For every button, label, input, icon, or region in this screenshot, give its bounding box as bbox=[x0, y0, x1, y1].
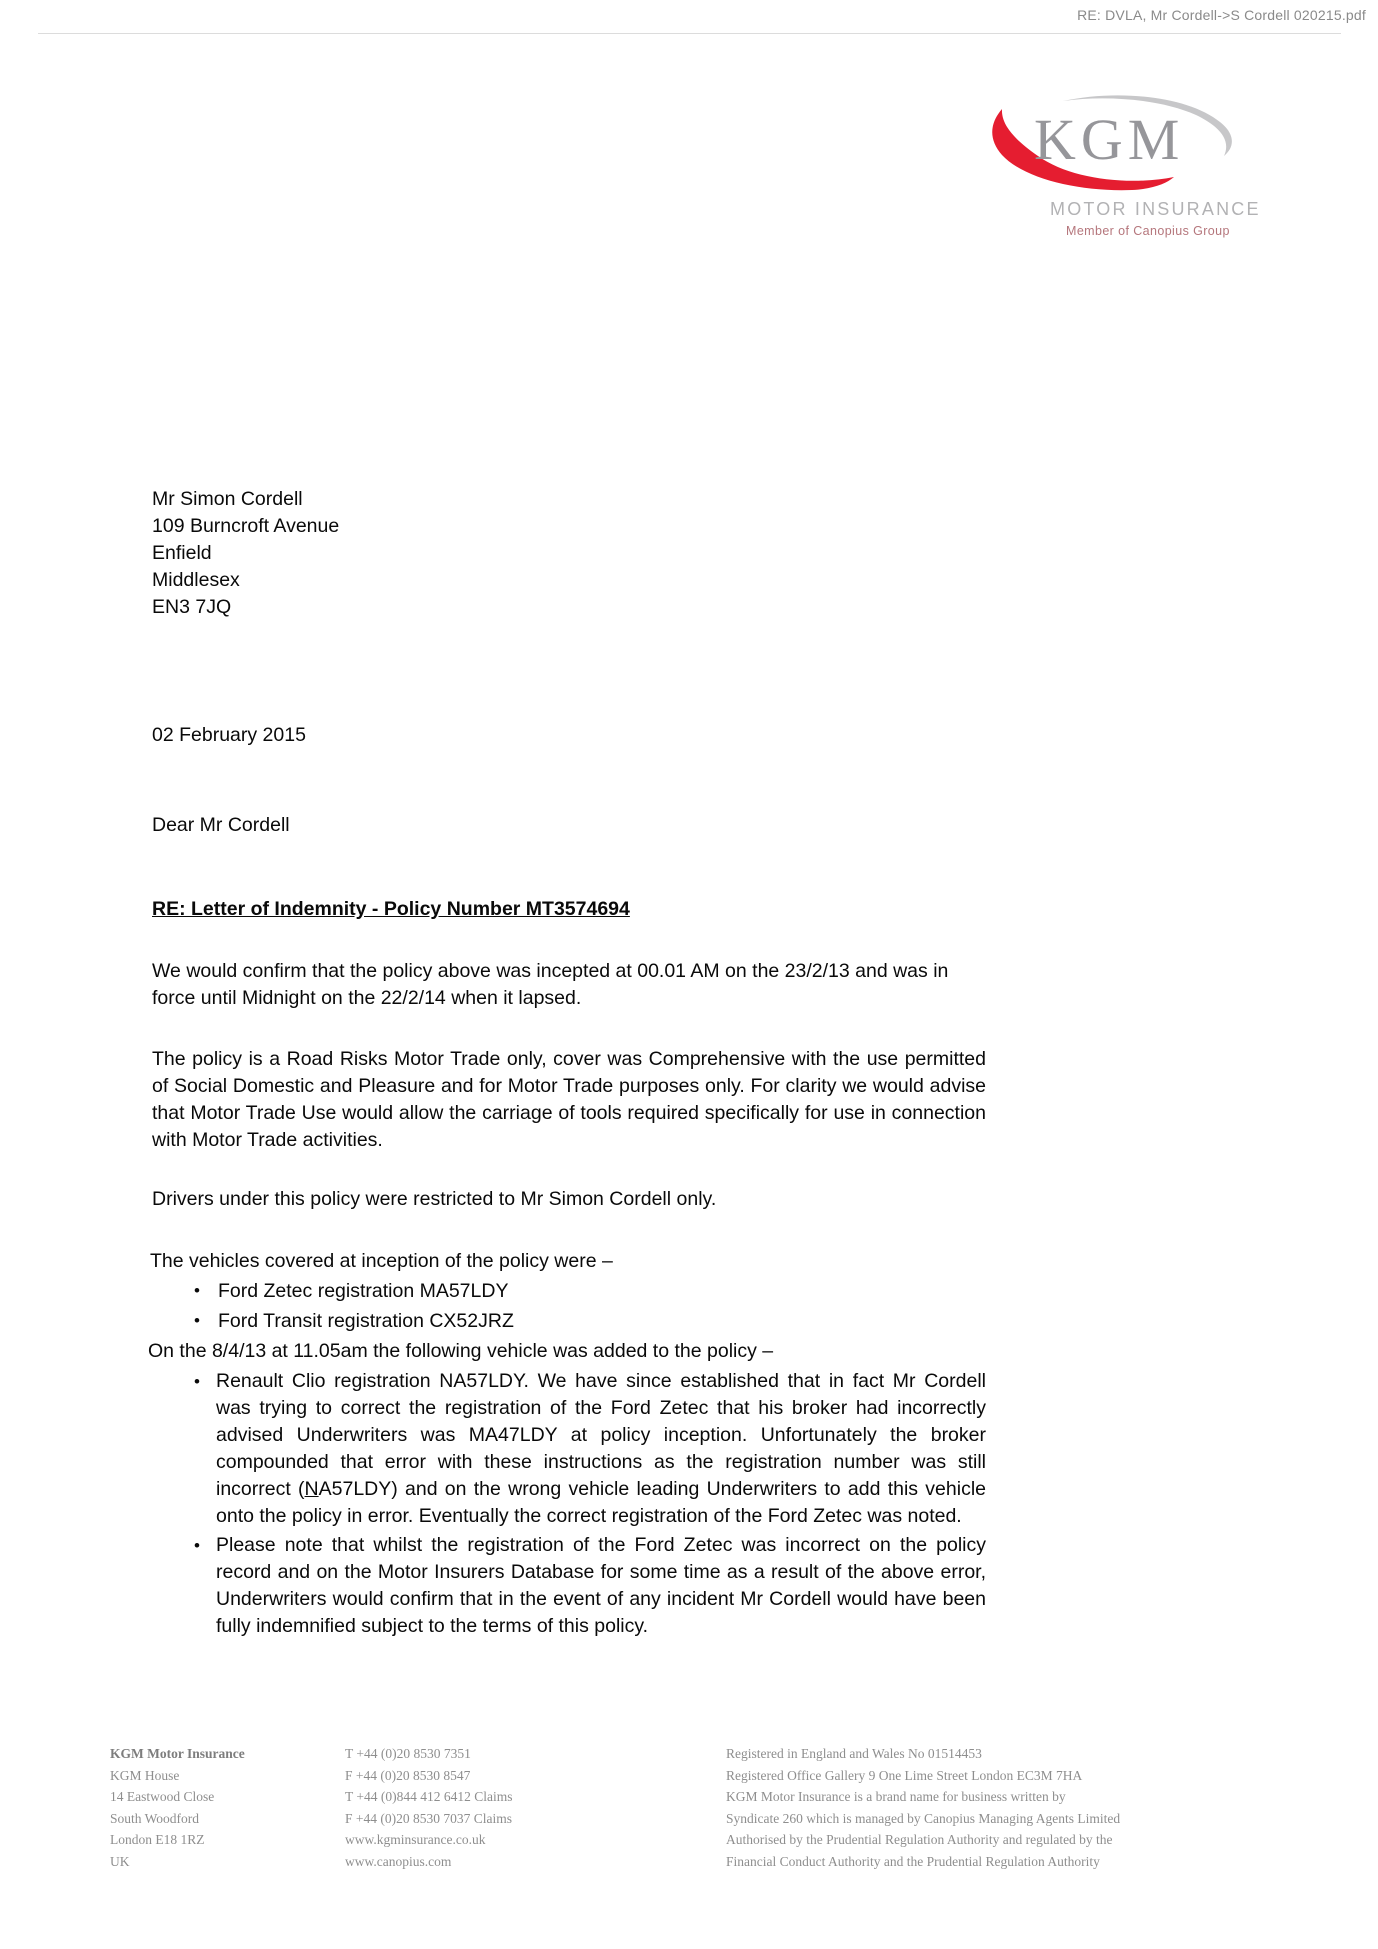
paragraph-incepted: We would confirm that the policy above was incepted at 00.01 AM on the 23/2/13 and was in force until Midnight on the 22/2/14 when it lapsed. bbox=[152, 960, 949, 1009]
bullet-icon: • bbox=[194, 1281, 200, 1300]
renault-text-post: A57LDY) and on the wrong vehicle leading Underwriters to add this vehicle onto the policy in error. Eventually the correct registration of the Ford Zetec was noted. bbox=[216, 1478, 986, 1527]
bullet-icon: • bbox=[194, 1311, 200, 1330]
renault-text-underlined: N bbox=[304, 1478, 319, 1500]
footer-legal-line: Registered Office Gallery 9 One Lime Street London EC3M 7HA bbox=[726, 1767, 1083, 1783]
footer-address-line: London E18 1RZ bbox=[110, 1832, 205, 1847]
vehicle-ford-transit: Ford Transit registration CX52JRZ bbox=[218, 1310, 514, 1332]
kgm-swoosh-icon bbox=[988, 90, 1240, 196]
salutation: Dear Mr Cordell bbox=[152, 814, 290, 836]
paragraph-vehicles-intro: The vehicles covered at inception of the policy were – bbox=[150, 1250, 613, 1272]
footer-address-line: UK bbox=[110, 1853, 130, 1869]
vehicle-list bbox=[152, 1276, 986, 1336]
kgm-logo bbox=[988, 90, 1261, 238]
footer-phone: T +44 (0)20 8530 7351 bbox=[345, 1746, 471, 1761]
footer-legal-line: Syndicate 260 which is managed by Canopius Managing Agents Limited bbox=[726, 1810, 1121, 1826]
paragraph-drivers: Drivers under this policy were restricted to Mr Simon Cordell only. bbox=[152, 1188, 717, 1210]
logo-subtitle: MOTOR INSURANCE bbox=[1050, 199, 1261, 219]
footer-claims-phone: T +44 (0)844 412 6412 Claims bbox=[345, 1789, 513, 1804]
document-filename: RE: DVLA, Mr Cordell->S Cordell 020215.pdf bbox=[1077, 7, 1366, 23]
note-text: Please note that whilst the registration of the Ford Zetec was incorrect on the policy record and on the Motor Insurers Database for some time as a result of the above error, Underwriters would confirm that in the event of any incident Mr Cordell would have been fully indemnified subject to the terms of this policy. bbox=[216, 1534, 986, 1637]
footer-contact-column bbox=[345, 1743, 512, 1872]
footer-legal-line: Authorised by the Prudential Regulation Authority and regulated by the bbox=[726, 1832, 1113, 1847]
footer-company-name: KGM Motor Insurance bbox=[110, 1746, 245, 1761]
added-vehicle-list bbox=[152, 1368, 986, 1640]
list-item bbox=[152, 1276, 986, 1306]
recipient-address bbox=[152, 486, 339, 621]
list-item bbox=[152, 1306, 986, 1336]
footer-fax: F +44 (0)20 8530 8547 bbox=[345, 1767, 471, 1783]
renault-text-pre: Renault Clio registration NA57LDY. We have since established that in fact Mr Cordell was trying to correct the registration of the Ford Zetec that his broker had incorrectly advised Underwriters was MA47LDY at policy inception. Unfortunately the broker compounded that error with these instructions as the registration number was still incorrect ( bbox=[216, 1370, 986, 1500]
footer-legal-line: Registered in England and Wales No 01514453 bbox=[726, 1746, 982, 1761]
kgm-brand-text: KGM bbox=[1034, 107, 1185, 172]
letter-date: 02 February 2015 bbox=[152, 724, 306, 746]
bullet-icon: • bbox=[194, 1372, 200, 1391]
footer-address-column bbox=[110, 1743, 245, 1872]
vehicle-ford-zetec: Ford Zetec registration MA57LDY bbox=[218, 1280, 509, 1302]
paragraph-vehicle-added: On the 8/4/13 at 11.05am the following vehicle was added to the policy – bbox=[148, 1340, 774, 1362]
footer-legal-line: Financial Conduct Authority and the Prudential Regulation Authority bbox=[726, 1853, 1100, 1869]
list-item-renault-clio bbox=[152, 1368, 986, 1530]
recipient-postcode: EN3 7JQ bbox=[152, 596, 232, 618]
bullet-icon: • bbox=[194, 1536, 200, 1555]
footer-address-line: KGM House bbox=[110, 1767, 180, 1783]
recipient-county: Middlesex bbox=[152, 569, 240, 591]
header-divider bbox=[38, 33, 1341, 34]
footer-claims-fax: F +44 (0)20 8530 7037 Claims bbox=[345, 1810, 512, 1826]
recipient-street: 109 Burncroft Avenue bbox=[152, 515, 340, 537]
recipient-name: Mr Simon Cordell bbox=[152, 488, 303, 510]
footer-legal-column bbox=[726, 1743, 1120, 1872]
footer-website: www.kgminsurance.co.uk bbox=[345, 1832, 486, 1847]
subject-line: RE: Letter of Indemnity - Policy Number MT3574694 bbox=[152, 898, 630, 920]
list-item-please-note bbox=[152, 1532, 986, 1640]
footer-address-line: South Woodford bbox=[110, 1810, 200, 1826]
recipient-town: Enfield bbox=[152, 542, 212, 564]
footer-address-line: 14 Eastwood Close bbox=[110, 1789, 215, 1804]
footer-legal-line: KGM Motor Insurance is a brand name for business written by bbox=[726, 1789, 1066, 1804]
logo-tagline: Member of Canopius Group bbox=[1066, 224, 1230, 238]
footer-website-canopius: www.canopius.com bbox=[345, 1853, 452, 1869]
paragraph-policy-cover: The policy is a Road Risks Motor Trade only, cover was Comprehensive with the use permitted of Social Domestic and Pleasure and for Motor Trade purposes only. For clarity we would advise that Motor Trade Use would allow the carriage of tools required specifically for use in connection with Motor Trade activities. bbox=[152, 1048, 986, 1151]
